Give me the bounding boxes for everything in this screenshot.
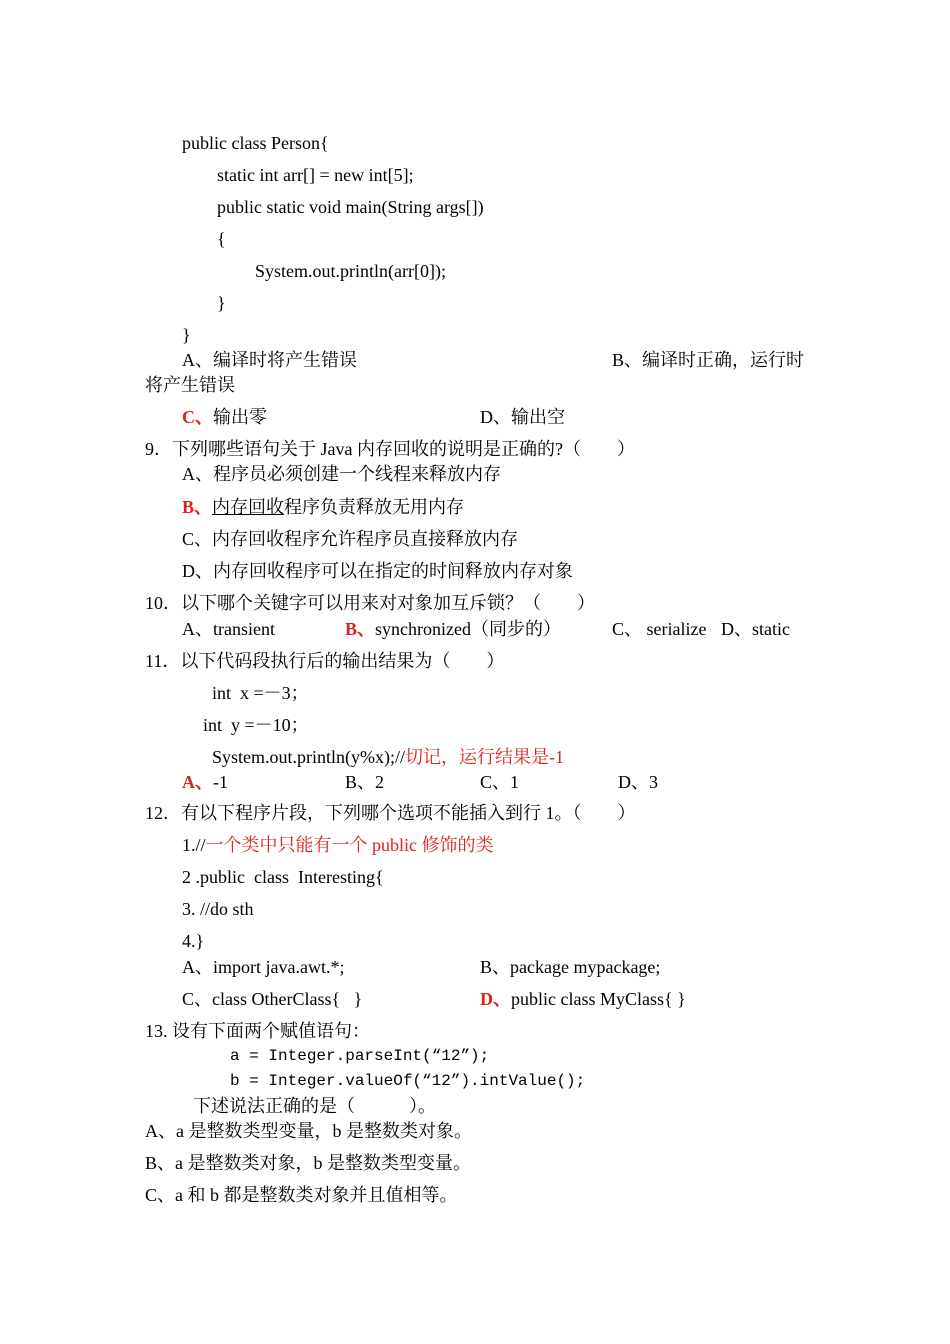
option-text: public class MyClass{ } bbox=[511, 989, 686, 1009]
code-line bbox=[212, 746, 564, 768]
option-text: -1 bbox=[213, 772, 228, 792]
code-line: 3. //do sth bbox=[182, 899, 254, 919]
code-line: } bbox=[182, 325, 191, 345]
q11-option-c: C、1 bbox=[480, 772, 520, 792]
code-line: 4.} bbox=[182, 931, 205, 951]
code-line: } bbox=[217, 293, 226, 313]
q12-question: 12．有以下程序片段，下列哪个选项不能插入到行 1。（ ） bbox=[145, 803, 636, 823]
q8-option-c bbox=[182, 406, 267, 428]
q10-question: 10．以下哪个关键字可以用来对对象加互斥锁？（ ） bbox=[145, 593, 595, 613]
answer-marker: D、 bbox=[480, 989, 511, 1009]
underlined-text: 内存回收 bbox=[212, 497, 285, 517]
code-text: 1.// bbox=[182, 835, 206, 855]
q8-option-b-continued: 将产生错误 bbox=[145, 375, 235, 395]
q11-option-b: B、2 bbox=[345, 772, 385, 792]
q10-option-c: C、 serialize bbox=[612, 619, 707, 639]
q10-option-a: A、transient bbox=[182, 619, 275, 639]
q12-option-a: A、import java.awt.*; bbox=[182, 957, 345, 977]
answer-marker: A、 bbox=[182, 772, 213, 792]
q10-option-b bbox=[345, 618, 561, 640]
q8-option-b: B、编译时正确，运行时 bbox=[612, 350, 805, 370]
q9-question: 9．下列哪些语句关于 Java 内存回收的说明是正确的?（ ） bbox=[145, 439, 635, 459]
q13-question: 13. 设有下面两个赋值语句： bbox=[145, 1021, 370, 1041]
code-line: public class Person{ bbox=[182, 133, 329, 153]
code-line: int x =－3； bbox=[212, 683, 309, 703]
q9-option-a: A、程序员必须创建一个线程来释放内存 bbox=[182, 464, 501, 484]
answer-marker: B、 bbox=[345, 619, 376, 639]
code-line bbox=[182, 834, 494, 856]
q13-option-c: C、a 和 b 都是整数类对象并且值相等。 bbox=[145, 1185, 458, 1205]
q8-option-a: A、编译时将产生错误 bbox=[182, 350, 357, 370]
code-text: System.out.println(y%x);// bbox=[212, 747, 405, 767]
q12-option-c: C、class OtherClass{ } bbox=[182, 989, 363, 1009]
q13-option-b: B、a 是整数类对象，b 是整数类型变量。 bbox=[145, 1153, 471, 1173]
code-line: static int arr[] = new int[5]; bbox=[217, 165, 414, 185]
q9-option-d: D、内存回收程序可以在指定的时间释放内存对象 bbox=[182, 561, 573, 581]
q9-option-b bbox=[182, 496, 464, 518]
answer-marker: C、 bbox=[182, 407, 213, 427]
q8-option-d: D、输出空 bbox=[480, 407, 565, 427]
option-text: 输出零 bbox=[213, 407, 267, 427]
q11-question: 11．以下代码段执行后的输出结果为（ ） bbox=[145, 651, 505, 671]
note-text: 一个类中只能有一个 public 修饰的类 bbox=[205, 835, 494, 855]
code-line: System.out.println(arr[0]); bbox=[255, 261, 446, 281]
q11-option-a bbox=[182, 771, 228, 793]
code-line: a = Integer.parseInt(“12”); bbox=[230, 1047, 490, 1065]
answer-marker: B、 bbox=[182, 497, 213, 517]
note-text: 切记，运行结果是-1 bbox=[405, 747, 564, 767]
code-line: b = Integer.valueOf(“12”).intValue(); bbox=[230, 1072, 586, 1090]
code-line: { bbox=[217, 229, 226, 249]
code-line: int y =－10； bbox=[203, 715, 309, 735]
q13-option-a: A、a 是整数类型变量，b 是整数类对象。 bbox=[145, 1121, 472, 1141]
q11-option-d: D、3 bbox=[618, 772, 658, 792]
q13-prompt: 下述说法正确的是（ ）。 bbox=[193, 1096, 436, 1116]
q12-option-b: B、package mypackage; bbox=[480, 957, 661, 977]
q12-option-d bbox=[480, 988, 686, 1010]
code-line: 2 .public class Interesting{ bbox=[182, 867, 384, 887]
q10-option-d: D、static bbox=[721, 619, 790, 639]
option-text: 程序负责释放无用内存 bbox=[284, 497, 465, 517]
code-line: public static void main(String args[]) bbox=[217, 197, 484, 217]
option-text: synchronized（同步的） bbox=[375, 619, 561, 639]
q9-option-c: C、内存回收程序允许程序员直接释放内存 bbox=[182, 529, 519, 549]
